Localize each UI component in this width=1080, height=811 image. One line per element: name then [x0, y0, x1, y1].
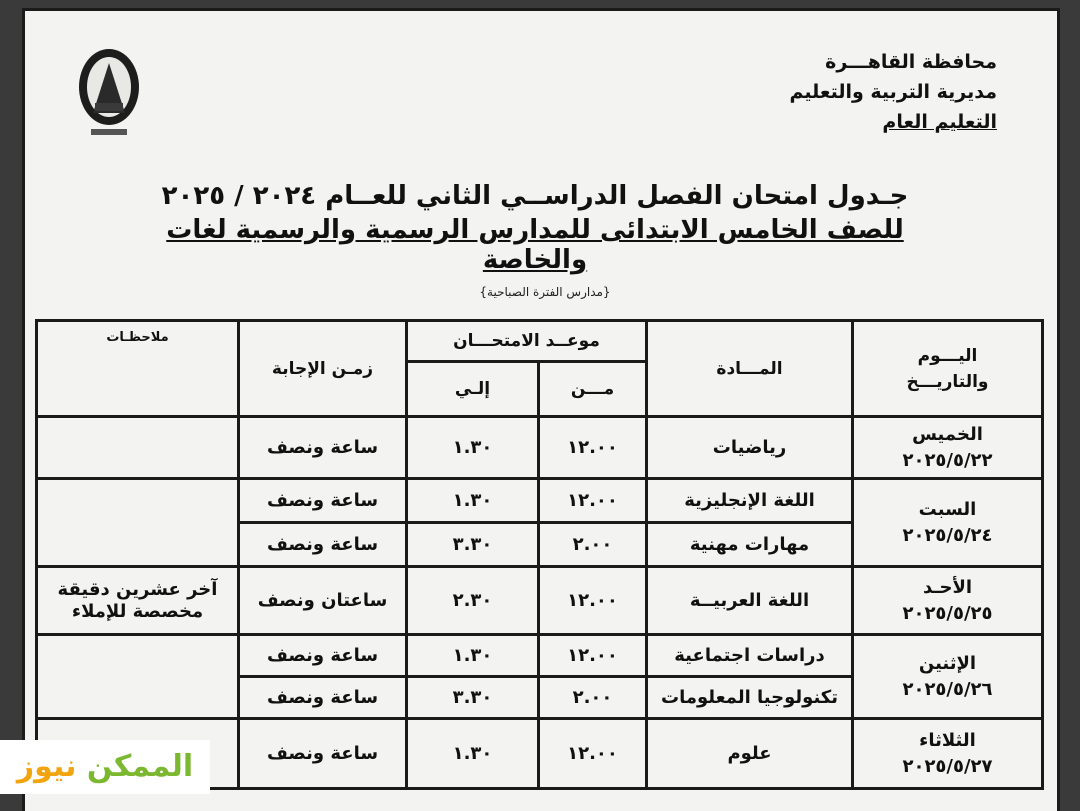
- header-subject: المـــادة: [647, 321, 853, 417]
- header-duration: زمـن الإجابة: [239, 321, 407, 417]
- session-note: {مدارس الفترة الصباحية}: [479, 285, 611, 299]
- duration-cell: ساعة ونصف: [239, 417, 407, 479]
- subject-cell: اللغة الإنجليزية: [647, 479, 853, 523]
- title-line-1: جـدول امتحان الفصل الدراســي الثاني للعــام ٢٠٢٤ / ٢٠٢٥: [161, 181, 909, 211]
- from-cell: ١٢.٠٠: [539, 635, 647, 677]
- day-date: ٢٠٢٥/٥/٢٤: [902, 524, 993, 546]
- table-row: [37, 417, 1043, 479]
- to-cell: ١.٣٠: [407, 635, 539, 677]
- from-cell: ١٢.٠٠: [539, 417, 647, 479]
- day-date: ٢٠٢٥/٥/٢٦: [902, 678, 993, 700]
- duration-cell: ساعتان ونصف: [239, 567, 407, 635]
- header-day: اليـــوم والتاريـــخ: [853, 321, 1043, 417]
- day-cell: [853, 567, 1043, 635]
- day-name: الأحـد: [922, 576, 973, 598]
- governorate-label: محافظة القاهـــرة: [825, 51, 997, 73]
- watermark-part-1: الممكن: [86, 749, 194, 784]
- table-row: [37, 479, 1043, 523]
- remarks-cell: [37, 635, 239, 719]
- header-remarks: ملاحظـات: [37, 321, 239, 417]
- duration-cell: ساعة ونصف: [239, 523, 407, 567]
- duration-cell: ساعة ونصف: [239, 719, 407, 789]
- to-cell: ١.٣٠: [407, 719, 539, 789]
- remarks-cell: [37, 479, 239, 567]
- subject-cell: رياضيات: [647, 417, 853, 479]
- from-cell: ١٢.٠٠: [539, 479, 647, 523]
- subject-cell: دراسات اجتماعية: [647, 635, 853, 677]
- from-cell: ٢.٠٠: [539, 523, 647, 567]
- issuer-block: [737, 47, 997, 137]
- day-cell: [853, 635, 1043, 719]
- directorate-logo-icon: [73, 43, 145, 143]
- duration-cell: ساعة ونصف: [239, 479, 407, 523]
- remarks-cell: [37, 417, 239, 479]
- day-cell: [853, 417, 1043, 479]
- to-cell: ١.٣٠: [407, 479, 539, 523]
- document-page: [22, 8, 1060, 811]
- day-name: الخميس: [912, 423, 983, 445]
- subject-cell: تكنولوجيا المعلومات: [647, 677, 853, 719]
- day-cell: [853, 479, 1043, 567]
- from-cell: ٢.٠٠: [539, 677, 647, 719]
- document-title: [145, 181, 925, 275]
- from-cell: ١٢.٠٠: [539, 567, 647, 635]
- watermark-part-2: نيوز: [16, 749, 77, 784]
- subject-cell: مهارات مهنية: [647, 523, 853, 567]
- day-name: السبت: [918, 498, 977, 520]
- day-date: ٢٠٢٥/٥/٢٧: [902, 755, 993, 777]
- table-row: [37, 635, 1043, 677]
- subject-cell: علوم: [647, 719, 853, 789]
- day-cell: [853, 719, 1043, 789]
- site-watermark-logo: [0, 740, 210, 794]
- header-to: إلـي: [407, 362, 539, 417]
- exam-schedule-table: [35, 319, 1044, 790]
- remarks-cell: آخر عشرين دقيقة مخصصة للإملاء: [37, 567, 239, 635]
- day-name: الثلاثاء: [919, 729, 976, 751]
- to-cell: ٣.٣٠: [407, 677, 539, 719]
- duration-cell: ساعة ونصف: [239, 677, 407, 719]
- header-from: مـــن: [539, 362, 647, 417]
- from-cell: ١٢.٠٠: [539, 719, 647, 789]
- title-line-2: للصف الخامس الابتدائى للمدارس الرسمية والرسمية لغات والخاصة: [166, 215, 904, 275]
- day-date: ٢٠٢٥/٥/٢٥: [902, 602, 993, 624]
- to-cell: ١.٣٠: [407, 417, 539, 479]
- to-cell: ٢.٣٠: [407, 567, 539, 635]
- table-row: [37, 567, 1043, 635]
- header-exam-time: موعــد الامتحـــان: [407, 321, 647, 362]
- day-date: ٢٠٢٥/٥/٢٢: [902, 449, 993, 471]
- to-cell: ٣.٣٠: [407, 523, 539, 567]
- subject-cell: اللغة العربيــة: [647, 567, 853, 635]
- day-name: الإثنين: [918, 652, 977, 674]
- directorate-label: مديرية التربية والتعليم: [789, 81, 997, 103]
- department-label: التعليم العام: [882, 111, 997, 133]
- duration-cell: ساعة ونصف: [239, 635, 407, 677]
